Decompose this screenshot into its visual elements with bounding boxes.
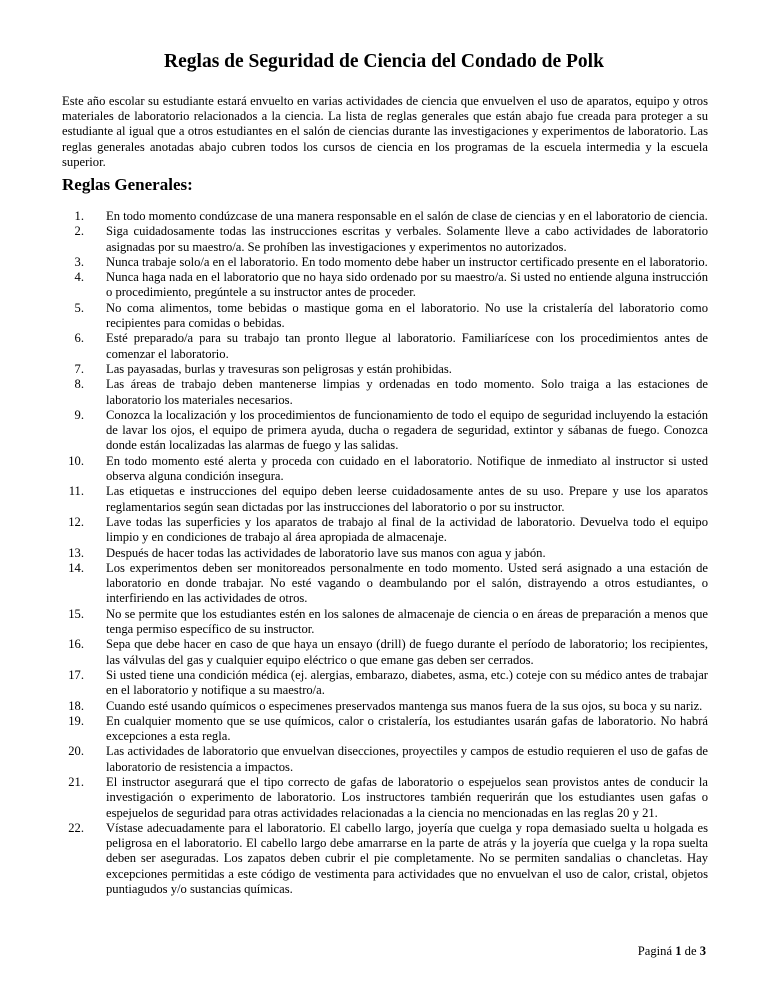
rule-number: 9. xyxy=(74,407,84,422)
rule-item xyxy=(62,224,708,255)
rule-number: 15. xyxy=(68,606,84,621)
rule-item xyxy=(62,209,708,224)
rule-text: Después de hacer todas las actividades de laboratorio lave sus manos con agua y jabón. xyxy=(106,545,546,560)
rule-item xyxy=(62,668,708,699)
rules-list xyxy=(62,209,708,897)
rule-number: 20. xyxy=(68,744,84,759)
rule-item xyxy=(62,699,708,714)
rule-number: 16. xyxy=(68,637,84,652)
page-number xyxy=(638,944,706,959)
rule-text: Las áreas de trabajo deben mantenerse limpias y ordenadas en todo momento. Solo traiga a las estaciones de laboratorio los materiales necesarios. xyxy=(106,377,708,407)
rule-item xyxy=(62,637,708,668)
rule-text: En todo momento condúzcase de una manera responsable en el salón de clase de ciencias y en el laboratorio de ciencia. xyxy=(106,209,708,223)
page-current: 1 xyxy=(675,944,682,958)
rule-text: Esté preparado/a para su trabajo tan pronto llegue al laboratorio. Familiarícese con los procedimientos antes de comenzar el laboratorio. xyxy=(106,331,708,361)
rule-number: 11. xyxy=(68,484,84,499)
rule-number: 10. xyxy=(68,453,84,468)
rule-text: Sepa que debe hacer en caso de que haya un ensayo (drill) de fuego durante el período de laboratorio; los recipientes, las válvulas del gas y cualquier equipo eléctrico o que emane gas deben ser cerrados. xyxy=(106,637,708,667)
rule-text: Nunca trabaje solo/a en el laboratorio. En todo momento debe haber un instructor certificado presente en el laboratorio. xyxy=(106,254,708,269)
rule-item xyxy=(62,744,708,775)
rule-item xyxy=(62,331,708,362)
rule-item xyxy=(62,301,708,332)
rule-text: Las actividades de laboratorio que envuelvan disecciones, proyectiles y campos de estudio requieren el uso de gafas de laboratorio de resistencia a impactos. xyxy=(106,744,708,774)
rule-text: Siga cuidadosamente todas las instrucciones escritas y verbales. Solamente lleve a cabo actividades de laboratorio asignadas por su maestro/a. Se prohíben las investigaciones y experimentos no autorizados. xyxy=(106,224,708,254)
rule-item xyxy=(62,821,708,897)
rule-text: En todo momento esté alerta y proceda con cuidado en el laboratorio. Notifique de inmediato al instructor si usted observa alguna condición insegura. xyxy=(106,453,708,484)
rule-text: El instructor asegurará que el tipo correcto de gafas de laboratorio o espejuelos sean provistos antes de conducir la investigación o experimento de laboratorio. Los instructores también requerirán que los estudiantes usen gafas o espejuelos de seguridad para otras actividades relacionadas a la ciencia no mencionadas en las reglas 20 y 21. xyxy=(106,774,708,820)
document-title: Reglas de Seguridad de Ciencia del Condado de Polk xyxy=(164,51,604,72)
rule-text: Las payasadas, burlas y travesuras son peligrosas y están prohibidas. xyxy=(106,361,452,376)
rule-text: En cualquier momento que se use químicos, calor o cristalería, los estudiantes usarán gafas de laboratorio. No habrá excepciones a esta regla. xyxy=(106,713,708,744)
rule-number: 2. xyxy=(74,224,84,239)
rule-item xyxy=(62,377,708,408)
rule-item xyxy=(62,454,708,485)
rule-number: 21. xyxy=(68,774,84,789)
rule-text: Cuando esté usando químicos o especimenes preservados mantenga sus manos fuera de la sus ojos, su boca y su nariz. xyxy=(106,698,703,713)
rule-number: 12. xyxy=(68,514,84,529)
rule-number: 19. xyxy=(68,713,84,728)
rule-text: Nunca haga nada en el laboratorio que no haya sido ordenado por su maestro/a. Si usted no entiende alguna instrucción o procedimiento, pregúntele a su instructor antes de proceder. xyxy=(106,270,708,300)
rule-number: 4. xyxy=(74,270,84,285)
page-total: 3 xyxy=(699,944,706,958)
rule-item xyxy=(62,270,708,301)
page-separator: de xyxy=(684,944,697,958)
rule-number: 7. xyxy=(74,361,84,376)
page-label: Paginá xyxy=(637,944,673,958)
rule-number: 8. xyxy=(74,377,84,392)
rule-text: Los experimentos deben ser monitoreados personalmente en todo momento. Usted será asignado a una estación de laboratorio en donde trabajar. No esté vagando o deambulando por el salón, distrayendo a otros estudiantes, o interfiriendo en las actividades de otros. xyxy=(106,560,708,606)
rule-item xyxy=(62,714,708,745)
rule-item xyxy=(62,607,708,638)
rule-item xyxy=(62,546,708,561)
rule-number: 17. xyxy=(68,667,84,682)
rule-number: 6. xyxy=(74,331,84,346)
rule-item xyxy=(62,775,708,821)
rule-number: 13. xyxy=(68,545,84,560)
intro-paragraph: Este año escolar su estudiante estará envuelto en varias actividades de ciencia que envuelven el uso de aparatos, equipo y otros materiales de laboratorio relacionados a la ciencia. La lista de reglas generales que están abajo fue creada para proteger a su estudiante al igual que a otros estudiantes en el salón de ciencias durante las investigaciones y experimentos de laboratorio. Las reglas generales anotadas abajo cubren todos los cursos de ciencia en los programas de la escuela intermedia y la escuela superior. xyxy=(62,94,708,169)
rule-text: Lave todas las superficies y los aparatos de trabajo al final de la actividad de laboratorio. Devuelva todo el equipo limpio y en condiciones de trabajo al área apropiada de almacenaje. xyxy=(106,514,708,545)
rule-item xyxy=(62,484,708,515)
rule-item xyxy=(62,515,708,546)
rule-item xyxy=(62,408,708,454)
rule-number: 14. xyxy=(68,560,84,575)
rule-item xyxy=(62,561,708,607)
rule-text: Las etiquetas e instrucciones del equipo deben leerse cuidadosamente antes de su uso. Prepare y use los aparatos reglamentarios según sean dictadas por las instrucciones del laboratorio o por su instructor. xyxy=(106,484,708,514)
rule-number: 3. xyxy=(74,254,84,269)
rule-item xyxy=(62,255,708,270)
rule-number: 5. xyxy=(74,300,84,315)
rule-number: 18. xyxy=(68,698,84,713)
rule-text: Conozca la localización y los procedimientos de funcionamiento de todo el equipo de seguridad incluyendo la estación de lavar los ojos, el equipo de primera ayuda, ducha o regadera de seguridad, extintor y sábanas de fuego. Conozca donde están localizadas las alarmas de fuego y las salidas. xyxy=(106,407,708,453)
rule-text: No coma alimentos, tome bebidas o mastique goma en el laboratorio. No use la cristalería del laboratorio como recipientes para comidas o bebidas. xyxy=(106,300,708,331)
rule-text: Si usted tiene una condición médica (ej. alergias, embarazo, diabetes, asma, etc.) coteje con su médico antes de trabajar en el laboratorio y notifique a su maestro/a. xyxy=(106,667,708,698)
section-heading: Reglas Generales: xyxy=(62,175,193,194)
rule-item xyxy=(62,362,708,377)
rule-text: No se permite que los estudiantes estén en los salones de almacenaje de ciencia o en áreas de preparación a menos que tenga permiso específico de su instructor. xyxy=(106,606,708,637)
rule-text: Vístase adecuadamente para el laboratorio. El cabello largo, joyería que cuelga y ropa demasiado suelta u holgada es peligrosa en el laboratorio. El cabello largo debe amarrarse en la parte de atrás y la joyería que cuelga y la ropa suelta deben ser aseguradas. Los zapatos deben cubrir el pie completamente. No se permiten sandalias o chancletas. Hay excepciones permitidas a este código de vestimenta para actividades que no envuelvan el uso de calor, cristal, objetos puntiagudos y/o sustancias químicas. xyxy=(106,820,708,897)
rule-number: 22. xyxy=(68,820,84,835)
rule-number: 1. xyxy=(74,209,84,223)
